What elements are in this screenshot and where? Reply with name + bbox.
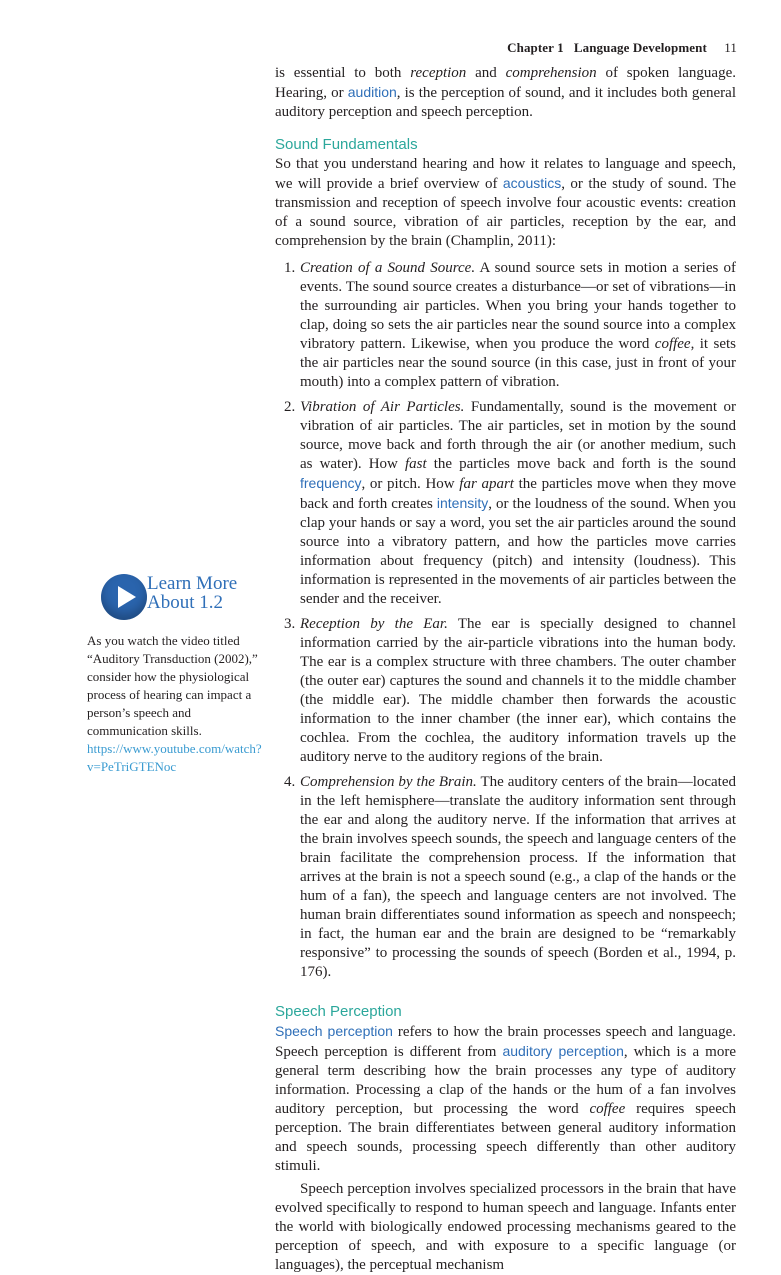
play-icon[interactable] xyxy=(101,574,147,620)
main-text xyxy=(275,64,736,1275)
video-link[interactable]: https://www.youtube.com/watch?v=PeTriGTENoc xyxy=(87,741,262,774)
learn-more-header xyxy=(87,574,262,622)
learn-more-sidebar xyxy=(87,574,262,776)
list-item: 2. Vibration of Air Particles. Fundamentally, sound is the movement or vibration of air particles. The air particles, set in motion by the sound source, move back and forth through the air (or another medium, such as water). How fast the particles move back and forth is the sound frequency, or pitch. How far apart the particles move when they move back and forth creates intensity, or the loudness of the sound. When you clap your hands or say a word, you set the air particles around the sound source into a vibratory pattern, and how the particles move carries information about frequency (pitch) and intensity (loudness). This information is represented in the movements of air particles between the sender and the receiver. xyxy=(284,399,737,607)
keyword-frequency: frequency xyxy=(300,475,362,491)
keyword-audition: audition xyxy=(347,84,397,100)
list-item: 1. Creation of a Sound Source. A sound source sets in motion a series of events. The sound source creates a disturbance—or set of vibrations—in the surrounding air particles. When you bring your hands together to clap, doing so sets the air particles near the sound source into a complex vibratory pattern. Likewise, when you produce the word coffee, it sets the air particles near the sound source (in this case, just in front of your mouth) into a complex pattern of vibration. xyxy=(284,260,737,390)
speech-paragraph-2: Speech perception involves specialized processors in the brain that have evolved specifically to respond to human speech and language. Infants enter the world with biologically endowed processing mechanisms geared to the perception of speech, and with exposure to a specific language (or languages), the perceptual mechanism xyxy=(275,1181,736,1273)
keyword-intensity: intensity xyxy=(436,495,489,511)
speech-paragraph-1: Speech perception refers to how the brain processes speech and language. Speech perception is different from auditory perception, which is a more general term describing how the brain processes any type of auditory information. Processing a clap of the hands or the hum of a fan involves auditory perception, but processing the word coffee requires speech perception. The brain differentiates between general auditory information and speech sounds, processing speech differently than other auditory stimuli. xyxy=(275,1023,737,1174)
learn-more-title: Learn More About 1.2 xyxy=(147,573,238,613)
section-heading-speech: Speech Perception xyxy=(275,1003,402,1020)
sidebar-text: As you watch the video titled “Auditory Transduction (2002),” consider how the physiological process of hearing can impact a person’s speech and communication skills. https://www.youtube.com/watch?v=PeTriGTENoc xyxy=(87,633,262,774)
list-item: 3. Reception by the Ear. The ear is specially designed to channel information carried by the air-particle vibrations into the human body. The ear is a complex structure with three chambers. The outer chamber (the outer ear) captures the sound and channels it to the middle chamber (the middle ear). The middle chamber then forwards the acoustic information to the inner chamber (the inner ear), which contains the cochlea. From the cochlea, the auditory information travels up the auditory nerve to the auditory regions of the brain. xyxy=(284,616,736,765)
chapter-label: Chapter 1 xyxy=(507,40,564,55)
acoustic-events-list xyxy=(275,259,736,982)
keyword-auditory-perception: auditory perception xyxy=(502,1043,624,1059)
section-heading-sound: Sound Fundamentals xyxy=(275,136,418,153)
keyword-acoustics: acoustics xyxy=(502,175,562,191)
intro-paragraph: is essential to both reception and comprehension of spoken language. Hearing, or audition, is the perception of sound, and it includes both general auditory perception and speech perception. xyxy=(275,65,736,120)
page-number: 11 xyxy=(724,40,737,55)
list-item: 4. Comprehension by the Brain. The auditory centers of the brain—located in the left hemisphere—translate the auditory information sent through the ear and along the auditory nerve. If the information that arrives at the brain involves speech sounds, the speech and language centers of the brain facilitate the comprehension process. If the information that arrives at the brain is not a speech sound (e.g., a clap of the hands or the hum of a fan), the speech and language centers are not involved. The human brain differentiates sound information as speech and nonspeech; in fact, the human ear and the brain are designed to be “remarkably responsive” to processing the sounds of speech (Borden et al., 1994, p. 176). xyxy=(284,774,737,980)
keyword-speech-perception: Speech perception xyxy=(275,1023,393,1039)
sound-paragraph: So that you understand hearing and how it relates to language and speech, we will provide a brief overview of acoustics, or the study of sound. The transmission and reception of speech involve four acoustic events: creation of a sound source, vibration of air particles, reception by the ear, and comprehension by the brain (Champlin, 2011): xyxy=(275,156,736,249)
chapter-title: Language Development xyxy=(573,40,707,55)
running-header xyxy=(507,40,737,56)
